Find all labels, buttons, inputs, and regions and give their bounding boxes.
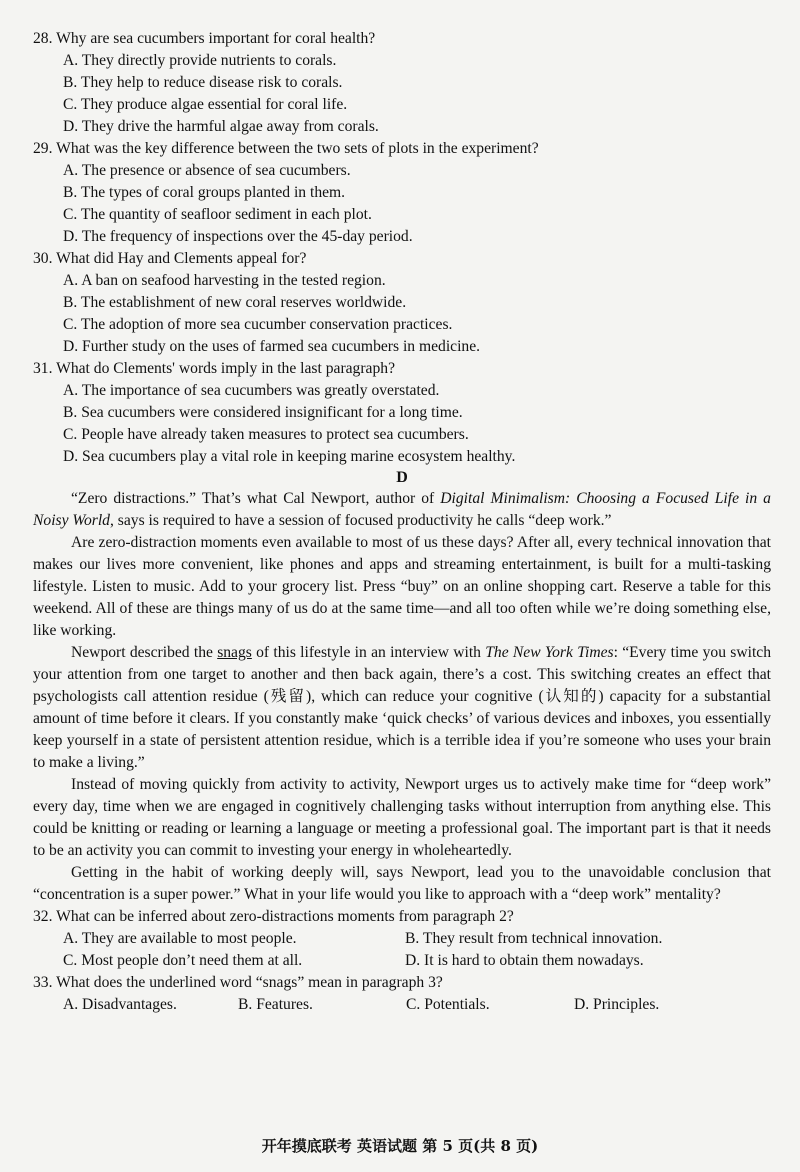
section-title: D	[396, 469, 408, 486]
question-number: 31.	[33, 360, 53, 377]
paragraph-5: Getting in the habit of working deeply will, says Newport, lead you to the unavoidable conclusion that “concentration is a super power.” What in your life would you like to approach with a “deep work” mentality?	[33, 864, 771, 903]
question-32	[33, 906, 771, 972]
option-b: B. Features.	[238, 996, 313, 1013]
question-number: 30.	[33, 250, 53, 267]
option-c: C. Most people don’t need them at all.	[63, 952, 303, 969]
question-number: 32.	[33, 908, 53, 925]
paragraph-3: Newport described the snags of this lifestyle in an interview with The New York Times: “Every time you switch your attention from one target to another and then back again, there’s a cost. This switching creates an effect that psychologists call attention residue (残留), which can reduce your cognitive (认知的) capacity for a substantial amount of time before it clears. If you constantly make ‘quick checks’ of various devices and inboxes, you essentially keep yourself in a state of persistent attention residue, which is a terrible idea if you’re someone who uses your brain to make a living.”	[33, 644, 771, 771]
option-c: C. Potentials.	[406, 996, 490, 1013]
option-b: B. They help to reduce disease risk to corals.	[63, 74, 343, 91]
question-number: 28.	[33, 30, 53, 47]
option-d: D. Further study on the uses of farmed sea cucumbers in medicine.	[63, 338, 481, 355]
option-c: C. They produce algae essential for coral life.	[63, 96, 348, 113]
options-row	[33, 928, 771, 950]
book-title: Digital Minimalism: Choosing a Focused Life in a Noisy World	[33, 490, 771, 529]
option-b: B. The establishment of new coral reserves worldwide.	[63, 294, 407, 311]
source-title: The New York Times	[485, 644, 614, 661]
underlined-word: snags	[217, 644, 252, 661]
option-b: B. The types of coral groups planted in them.	[63, 184, 346, 201]
question-stem: What was the key difference between the two sets of plots in the experiment?	[56, 140, 539, 157]
paragraph-4: Instead of moving quickly from activity to activity, Newport urges us to actively make time for “deep work” every day, time when we are engaged in cognitively challenging tasks without interruption from anything else. This could be knitting or reading or learning a language or meeting a professional goal. The important part is that it needs to be an activity you can commit to investing your energy in wholeheartedly.	[33, 776, 771, 859]
option-b: B. Sea cucumbers were considered insignificant for a long time.	[63, 404, 463, 421]
question-29	[33, 138, 771, 248]
question-30	[33, 248, 771, 358]
options-row	[33, 994, 771, 1016]
question-number: 33.	[33, 974, 53, 991]
option-b: B. They result from technical innovation.	[405, 930, 663, 947]
question-31	[33, 358, 771, 468]
option-a: A. The presence or absence of sea cucumbers.	[63, 162, 351, 179]
option-c: C. The adoption of more sea cucumber conservation practices.	[63, 316, 453, 333]
question-33	[33, 972, 771, 1016]
question-stem: What can be inferred about zero-distractions moments from paragraph 2?	[56, 908, 514, 925]
question-number: 29.	[33, 140, 53, 157]
option-d: D. Principles.	[574, 996, 660, 1013]
option-a: A. They are available to most people.	[63, 930, 297, 947]
page-content	[33, 28, 771, 1016]
option-a: A. Disadvantages.	[63, 996, 177, 1013]
question-stem: What does the underlined word “snags” mean in paragraph 3?	[56, 974, 443, 991]
paragraph-2: Are zero-distraction moments even available to most of us these days? After all, every technical innovation that makes our lives more convenient, like phones and apps and streaming entertainment, is built for a multi-tasking lifestyle. Listen to music. Add to your grocery list. Press “buy” on an online shopping cart. Reserve a table for this weekend. All of these are things many of us do at the same time—and all too often while we’re doing something else, like working.	[33, 534, 771, 639]
question-stem: Why are sea cucumbers important for coral health?	[56, 30, 376, 47]
option-d: D. The frequency of inspections over the 45-day period.	[63, 228, 413, 245]
question-stem: What do Clements' words imply in the last paragraph?	[56, 360, 395, 377]
question-28	[33, 28, 771, 138]
option-a: A. They directly provide nutrients to corals.	[63, 52, 337, 69]
options-row	[33, 950, 771, 972]
option-d: D. It is hard to obtain them nowadays.	[405, 952, 644, 969]
option-c: C. People have already taken measures to protect sea cucumbers.	[63, 426, 469, 443]
paragraph-1: “Zero distractions.” That’s what Cal Newport, author of Digital Minimalism: Choosing a Focused Life in a Noisy World, says is required to have a session of focused productivity he calls “deep work.”	[33, 490, 771, 529]
question-stem: What did Hay and Clements appeal for?	[56, 250, 307, 267]
option-c: C. The quantity of seafloor sediment in each plot.	[63, 206, 372, 223]
option-d: D. Sea cucumbers play a vital role in keeping marine ecosystem healthy.	[63, 448, 516, 465]
page-footer: 开年摸底联考 英语试题 第 5 页(共 8 页)	[261, 1137, 539, 1155]
option-d: D. They drive the harmful algae away from corals.	[63, 118, 379, 135]
option-a: A. The importance of sea cucumbers was greatly overstated.	[63, 382, 440, 399]
option-a: A. A ban on seafood harvesting in the tested region.	[63, 272, 386, 289]
